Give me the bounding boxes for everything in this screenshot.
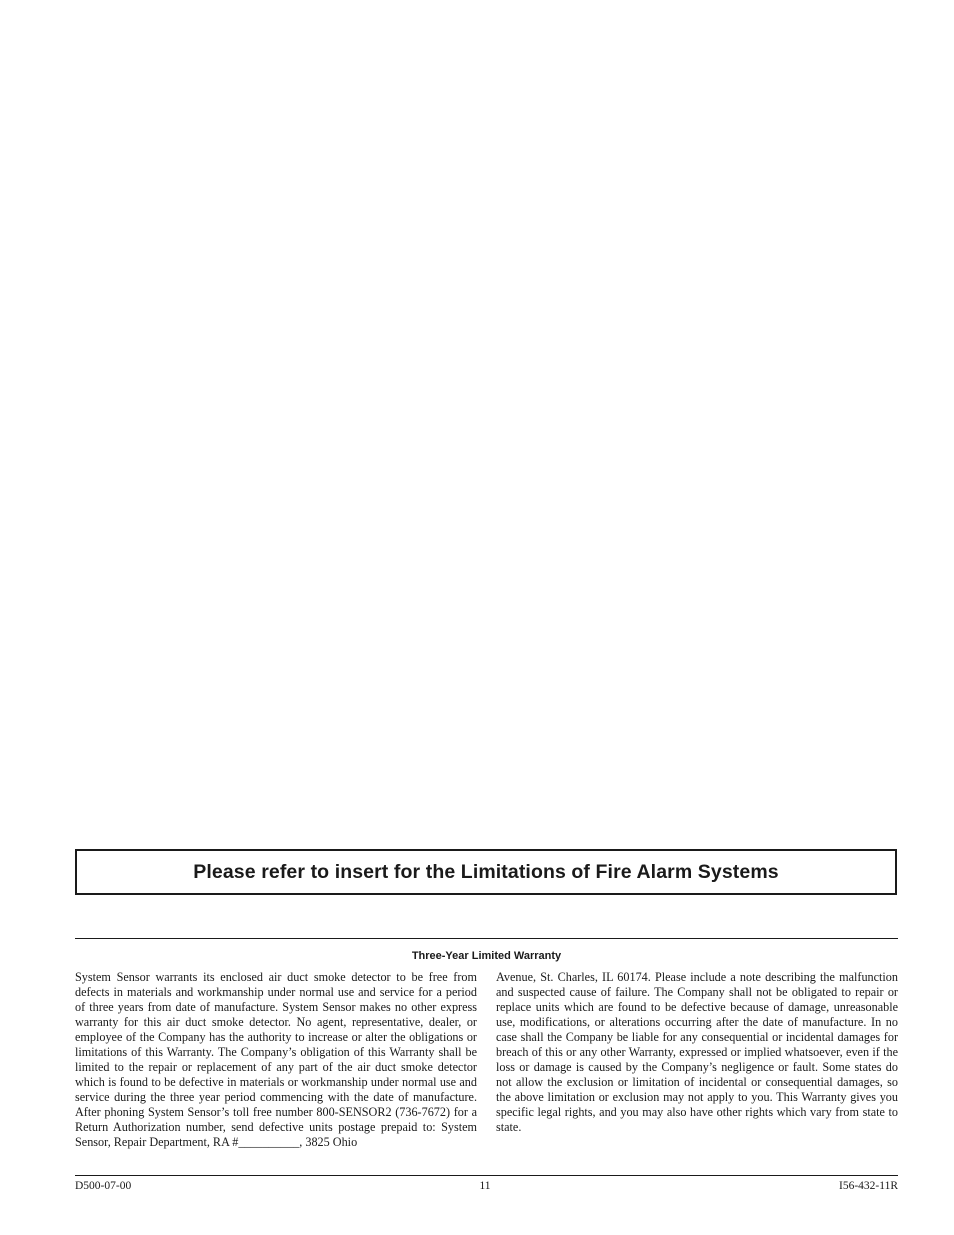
warranty-text-left-column: System Sensor warrants its enclosed air duct smoke detector to be free from defects in materials and workmanship under normal use and service for a period of three years from date of manufacture. System Sensor makes no other express warranty for this air duct smoke detector. No agent, representative, dealer, or employee of the Company has the authority to increase or alter the obligations or limitations of this Warranty. The Company’s obligation of this Warranty shall be limited to the repair or replacement of any part of the air duct smoke detector which is found to be defective in materials or workmanship under normal use and service during the three year period commencing with the date of manufacture. After phoning System Sensor’s toll free number 800-SENSOR2 (736-7672) for a Return Authorization number, send defective units postage prepaid to: System Sensor, Repair Department, RA #__________, 3825 Ohio [75,970,477,1149]
footer-rule [75,1175,898,1176]
footer-page-number: 11 [479,1180,491,1192]
warranty-title: Three-Year Limited Warranty [411,950,562,962]
limitations-notice-box [75,849,897,895]
footer-part-number: I56-432-11R [839,1180,898,1192]
warranty-top-rule [75,938,898,939]
limitations-notice-text: Please refer to insert for the Limitations of Fire Alarm Systems [193,860,779,883]
footer-document-code: D500-07-00 [75,1180,132,1192]
warranty-text-right-column: Avenue, St. Charles, IL 60174. Please include a note describing the malfunction and suspected cause of failure. The Company shall not be obligated to repair or replace units which are found to be defective because of damage, unreasonable use, modifications, or alterations occurring after the date of manufacture. In no case shall the Company be liable for any consequential or incidental damages for breach of this or any other Warranty, expressed or implied whatsoever, even if the loss or damage is caused by the Company’s negligence or fault. Some states do not allow the exclusion or limitation of incidental or consequential damages, so the above limitation or exclusion may not apply to you. This Warranty gives you specific legal rights, and you may also have other rights which vary from state to state. [496,970,898,1134]
